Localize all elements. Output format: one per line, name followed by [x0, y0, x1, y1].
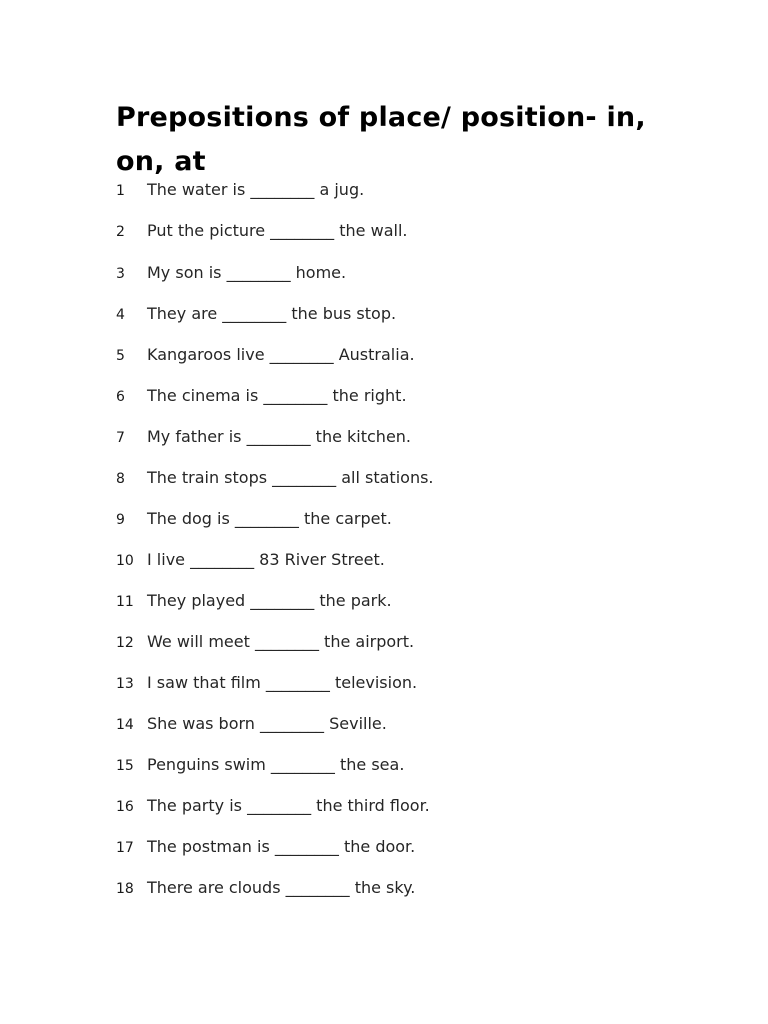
exercise-item — [116, 796, 430, 820]
exercise-item — [116, 673, 417, 697]
exercise-item — [116, 468, 434, 492]
exercise-sentence: There are clouds ________ the sky. — [147, 878, 416, 897]
exercise-sentence: The dog is ________ the carpet. — [147, 509, 392, 528]
exercise-sentence: Kangaroos live ________ Australia. — [147, 345, 415, 364]
exercise-item — [116, 304, 396, 328]
exercise-item — [116, 509, 392, 533]
exercise-number: 13 — [116, 676, 134, 692]
exercise-number: 15 — [116, 758, 134, 774]
exercise-item — [116, 345, 415, 369]
exercise-item — [116, 837, 415, 861]
exercise-number: 1 — [116, 183, 125, 199]
exercise-number: 2 — [116, 224, 125, 240]
exercise-item — [116, 878, 415, 902]
exercise-number: 14 — [116, 717, 134, 733]
exercise-sentence: Penguins swim ________ the sea. — [147, 755, 405, 774]
exercise-item — [116, 386, 407, 410]
exercise-number: 5 — [116, 348, 125, 364]
exercise-item — [116, 591, 392, 615]
exercise-number: 7 — [116, 430, 125, 446]
exercise-item — [116, 714, 387, 738]
exercise-sentence: We will meet ________ the airport. — [147, 632, 415, 651]
exercise-sentence: The water is ________ a jug. — [147, 180, 365, 199]
exercise-number: 4 — [116, 307, 125, 323]
exercise-sentence: The party is ________ the third floor. — [147, 796, 430, 815]
exercise-number: 16 — [116, 799, 134, 815]
exercise-sentence: She was born ________ Seville. — [147, 714, 387, 733]
exercise-number: 6 — [116, 389, 125, 405]
exercise-sentence: The postman is ________ the door. — [147, 837, 416, 856]
exercise-item — [116, 180, 364, 204]
exercise-sentence: Put the picture ________ the wall. — [147, 221, 408, 240]
exercise-item — [116, 427, 411, 451]
exercise-item — [116, 632, 414, 656]
exercise-item — [116, 550, 385, 574]
exercise-sentence: They played ________ the park. — [147, 591, 392, 610]
exercise-number: 17 — [116, 840, 134, 856]
exercise-number: 11 — [116, 594, 134, 610]
exercise-sentence: I saw that film ________ television. — [147, 673, 418, 692]
exercise-item — [116, 263, 346, 287]
exercise-item — [116, 755, 404, 779]
worksheet-page — [116, 96, 676, 897]
exercise-sentence: The cinema is ________ the right. — [147, 386, 407, 405]
exercise-number: 12 — [116, 635, 134, 651]
exercise-number: 8 — [116, 471, 125, 487]
exercise-number: 3 — [116, 266, 125, 282]
exercise-number: 10 — [116, 553, 134, 569]
exercise-sentence: I live ________ 83 River Street. — [147, 550, 385, 569]
worksheet-title: Prepositions of place/ position- in, on, at — [116, 102, 646, 177]
exercise-number: 9 — [116, 512, 125, 528]
exercise-sentence: The train stops ________ all stations. — [147, 468, 434, 487]
exercise-sentence: My father is ________ the kitchen. — [147, 427, 412, 446]
exercise-sentence: They are ________ the bus stop. — [147, 304, 397, 323]
exercise-number: 18 — [116, 881, 134, 897]
exercise-item — [116, 221, 407, 245]
exercise-sentence: My son is ________ home. — [147, 263, 347, 282]
